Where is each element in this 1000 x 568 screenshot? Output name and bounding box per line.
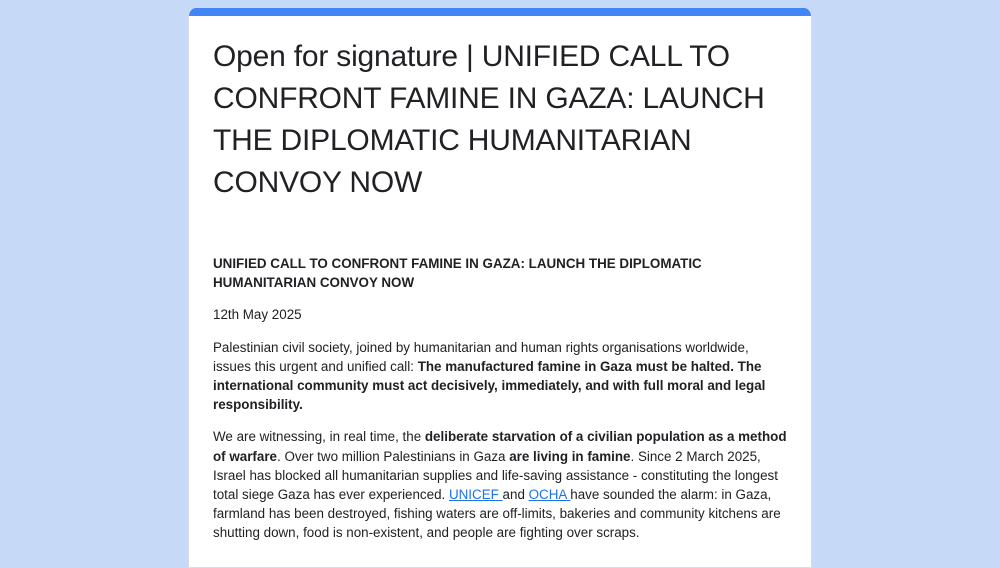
description-paragraph-2 xyxy=(213,427,787,542)
paragraph-2-bold-2: are living in famine xyxy=(509,448,631,464)
form-description xyxy=(189,204,811,543)
paragraph-1-bold: The manufactured famine in Gaza must be halted. The international community must act decisively, immediately, and with full moral and legal responsibility. xyxy=(213,358,766,413)
paragraph-2-text-5: have sounded the alarm: in Gaza, farmland has been destroyed, fishing waters are off-limits, bakeries and community kitchens are shutting down, food is non-existent, and people are fighting over scraps. xyxy=(213,487,781,541)
paragraph-2-text-1: We are witnessing, in real time, the xyxy=(213,429,425,445)
form-accent-bar xyxy=(189,8,811,16)
paragraph-2-text-2: . Over two million Palestinians in Gaza xyxy=(277,448,510,464)
paragraph-2-text-4: and xyxy=(502,487,529,503)
description-paragraph-1 xyxy=(213,338,787,415)
description-date: 12th May 2025 xyxy=(213,307,302,323)
unicef-link[interactable]: UNICEF xyxy=(448,487,503,503)
paragraph-2-text-3: . Since 2 March 2025, Israel has blocked all humanitarian supplies and life-saving assistance - constituting the longest total siege Gaza has ever experienced. xyxy=(213,448,778,503)
paragraph-1-text: Palestinian civil society, joined by humanitarian and human rights organisations worldwide, issues this urgent and unified call: xyxy=(213,339,749,374)
paragraph-2-bold-1: deliberate starvation of a civilian population as a method of warfare xyxy=(213,429,787,464)
form-title: Open for signature | UNIFIED CALL TO CONFRONT FAMINE IN GAZA: LAUNCH THE DIPLOMATIC HUMANITARIAN CONVOY NOW xyxy=(213,40,765,199)
ocha-link[interactable]: OCHA xyxy=(528,487,571,503)
form-card xyxy=(188,8,812,568)
description-heading: UNIFIED CALL TO CONFRONT FAMINE IN GAZA: LAUNCH THE DIPLOMATIC HUMANITARIAN CONVOY NOW xyxy=(213,256,702,291)
